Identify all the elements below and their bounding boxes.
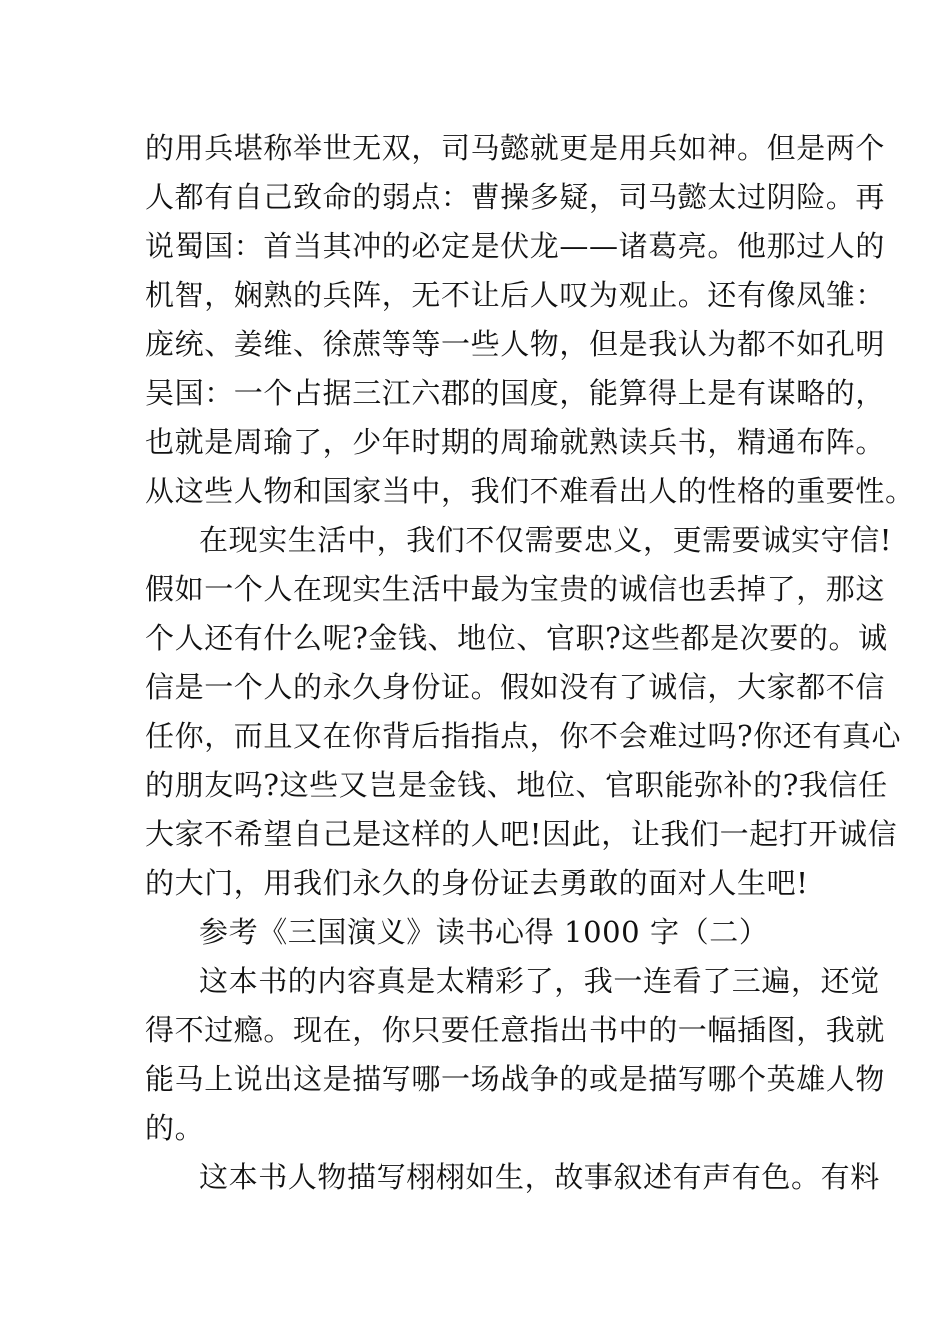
text-line: 任你，而且又在你背后指指点，你不会难过吗?你还有真心 xyxy=(145,719,902,753)
text-line: 能马上说出这是描写哪一场战争的或是描写哪个英雄人物 xyxy=(145,1062,886,1096)
paragraph-start-line: 这本书人物描写栩栩如生，故事叙述有声有色。有料 xyxy=(199,1160,880,1194)
text-line: 机智，娴熟的兵阵，无不让后人叹为观止。还有像凤雏： xyxy=(145,278,886,312)
text-line: 的。 xyxy=(145,1111,205,1145)
text-line: 的大门，用我们永久的身份证去勇敢的面对人生吧! xyxy=(145,866,809,900)
text-line: 也就是周瑜了，少年时期的周瑜就熟读兵书，精通布阵。 xyxy=(145,425,886,459)
text-line: 信是一个人的永久身份证。假如没有了诚信，大家都不信 xyxy=(145,670,886,704)
text-line: 大家不希望自己是这样的人吧!因此，让我们一起打开诚信 xyxy=(145,817,898,851)
text-line: 的用兵堪称举世无双，司马懿就更是用兵如神。但是两个 xyxy=(145,131,886,165)
text-line: 假如一个人在现实生活中最为宝贵的诚信也丢掉了，那这 xyxy=(145,572,886,606)
text-line: 得不过瘾。现在，你只要任意指出书中的一幅插图，我就 xyxy=(145,1013,886,1047)
text-line: 人都有自己致命的弱点：曹操多疑，司马懿太过阴险。再 xyxy=(145,180,886,214)
text-line: 从这些人物和国家当中，我们不难看出人的性格的重要性。 xyxy=(145,474,915,508)
paragraph-start-line: 在现实生活中，我们不仅需要忠义，更需要诚实守信! xyxy=(199,523,893,557)
text-line: 的朋友吗?这些又岂是金钱、地位、官职能弥补的?我信任 xyxy=(145,768,888,802)
text-line: 说蜀国：首当其冲的必定是伏龙——诸葛亮。他那过人的 xyxy=(145,229,886,263)
text-line: 吴国：一个占据三江六郡的国度，能算得上是有谋略的， xyxy=(145,376,886,410)
body-text xyxy=(145,124,915,1202)
text-line: 庞统、姜维、徐蔗等等一些人物，但是我认为都不如孔明 xyxy=(145,327,886,361)
paragraph-start-line: 这本书的内容真是太精彩了，我一连看了三遍，还觉 xyxy=(199,964,880,998)
text-line: 个人还有什么呢?金钱、地位、官职?这些都是次要的。诚 xyxy=(145,621,888,655)
section-heading: 参考《三国演义》读书心得 1000 字（二） xyxy=(199,915,769,949)
